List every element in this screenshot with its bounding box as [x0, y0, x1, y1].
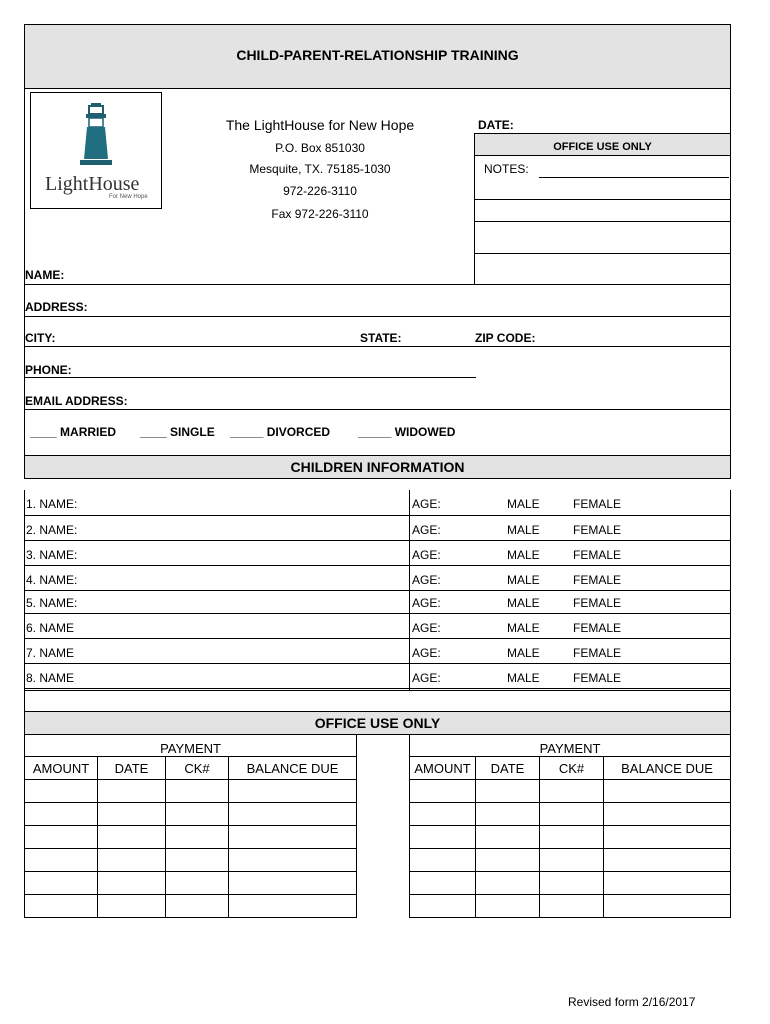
child-age-label: AGE: [412, 548, 441, 562]
child-row-line[interactable] [24, 590, 731, 591]
payment-cell[interactable] [98, 849, 166, 872]
child-age-label: AGE: [412, 573, 441, 587]
payment-row [25, 872, 357, 895]
name-label: NAME: [25, 268, 65, 282]
col-date-left: DATE [98, 757, 166, 780]
payment-cell[interactable] [229, 872, 357, 895]
payment-cell[interactable] [410, 895, 476, 918]
marital-divorced[interactable]: _____ DIVORCED [230, 425, 331, 439]
payment-cell[interactable] [229, 780, 357, 803]
org-phone: 972-226-3110 [283, 184, 357, 198]
payment-cell[interactable] [229, 826, 357, 849]
payment-row [25, 849, 357, 872]
name-field[interactable] [24, 284, 731, 285]
col-amount-left: AMOUNT [25, 757, 98, 780]
child-name-label: 6. NAME [26, 621, 75, 635]
child-row-line[interactable] [24, 565, 731, 566]
child-row-line[interactable] [24, 540, 731, 541]
child-name-label: 7. NAME [26, 646, 75, 660]
email-label: EMAIL ADDRESS: [25, 394, 128, 408]
payment-cell[interactable] [604, 803, 731, 826]
col-ck-left: CK# [166, 757, 229, 780]
col-balance-right: BALANCE DUE [604, 757, 731, 780]
child-female-option[interactable]: FEMALE [573, 646, 622, 660]
logo-tagline: For New Hope [109, 194, 148, 200]
child-age-label: AGE: [412, 671, 441, 685]
payment-cell[interactable] [25, 872, 98, 895]
payment-cell[interactable] [410, 849, 476, 872]
child-row-line[interactable] [24, 688, 731, 689]
payment-cell[interactable] [604, 849, 731, 872]
payment-cell[interactable] [604, 872, 731, 895]
payment-row [25, 826, 357, 849]
child-female-option[interactable]: FEMALE [573, 497, 622, 511]
payment-cell[interactable] [229, 803, 357, 826]
payment-table-left [24, 734, 357, 918]
children-blank-row [24, 690, 731, 711]
payment-title-right: PAYMENT [410, 734, 731, 757]
child-female-option[interactable]: FEMALE [573, 573, 622, 587]
payment-cell[interactable] [25, 803, 98, 826]
address-field[interactable] [24, 316, 731, 317]
child-female-option[interactable]: FEMALE [573, 523, 622, 537]
payment-cell[interactable] [25, 780, 98, 803]
payment-cell[interactable] [25, 849, 98, 872]
email-field[interactable] [24, 409, 731, 410]
child-age-label: AGE: [412, 646, 441, 660]
form-border-right [730, 88, 731, 455]
payment-cell[interactable] [410, 803, 476, 826]
child-male-option[interactable]: MALE [507, 671, 540, 685]
payment-cell[interactable] [25, 895, 98, 918]
col-ck-right: CK# [540, 757, 604, 780]
state-label: STATE: [360, 331, 402, 345]
notes-line-2[interactable] [475, 199, 730, 200]
payment-row [410, 803, 731, 826]
child-name-label: 3. NAME: [26, 548, 78, 562]
payment-cell[interactable] [166, 849, 229, 872]
payment-cell[interactable] [540, 895, 604, 918]
payment-cell[interactable] [540, 826, 604, 849]
child-age-label: AGE: [412, 621, 441, 635]
children-header: CHILDREN INFORMATION [290, 459, 465, 475]
payment-cell[interactable] [476, 872, 540, 895]
payment-cell[interactable] [166, 780, 229, 803]
payment-cell[interactable] [98, 826, 166, 849]
payment-row [25, 780, 357, 803]
child-row-line[interactable] [24, 515, 731, 516]
phone-label: PHONE: [25, 363, 72, 377]
child-male-option[interactable]: MALE [507, 596, 540, 610]
payment-row [25, 895, 357, 918]
payment-cell[interactable] [98, 895, 166, 918]
notes-label: NOTES: [484, 162, 529, 176]
payment-cell[interactable] [476, 826, 540, 849]
child-name-label: 4. NAME: [26, 573, 78, 587]
date-label: DATE: [478, 118, 514, 132]
child-name-label: 8. NAME [26, 671, 75, 685]
child-name-label: 2. NAME: [26, 523, 78, 537]
payment-cell[interactable] [98, 780, 166, 803]
payment-table-right [409, 734, 731, 918]
logo-wordmark: LightHouse [45, 173, 140, 195]
payment-row [410, 872, 731, 895]
payment-cell[interactable] [540, 849, 604, 872]
payment-cell[interactable] [476, 803, 540, 826]
city-label: CITY: [25, 331, 56, 345]
child-female-option[interactable]: FEMALE [573, 548, 622, 562]
payment-cell[interactable] [166, 803, 229, 826]
payment-cell[interactable] [229, 895, 357, 918]
child-female-option[interactable]: FEMALE [573, 671, 622, 685]
payment-row [410, 780, 731, 803]
payment-cell[interactable] [604, 780, 731, 803]
notes-line-1[interactable] [539, 177, 729, 178]
payment-cell[interactable] [166, 895, 229, 918]
child-age-label: AGE: [412, 523, 441, 537]
child-female-option[interactable]: FEMALE [573, 596, 622, 610]
org-po-box: P.O. Box 851030 [275, 141, 365, 155]
phone-field[interactable] [24, 377, 476, 378]
payment-cell[interactable] [98, 872, 166, 895]
payment-cell[interactable] [476, 780, 540, 803]
payment-row [25, 803, 357, 826]
payment-cell[interactable] [604, 826, 731, 849]
child-female-option[interactable]: FEMALE [573, 621, 622, 635]
child-male-option[interactable]: MALE [507, 621, 540, 635]
address-label: ADDRESS: [25, 300, 88, 314]
payment-cell[interactable] [229, 849, 357, 872]
office-use-header: OFFICE USE ONLY [553, 141, 652, 153]
child-name-label: 1. NAME: [26, 497, 78, 511]
child-row-line[interactable] [24, 663, 731, 664]
child-name-label: 5. NAME: [26, 596, 78, 610]
payment-cell[interactable] [604, 895, 731, 918]
col-date-right: DATE [476, 757, 540, 780]
payment-cell[interactable] [25, 826, 98, 849]
child-row-line[interactable] [24, 613, 731, 614]
org-city-line: Mesquite, TX. 75185-1030 [249, 162, 391, 176]
payment-row [410, 849, 731, 872]
marital-single[interactable]: ____ SINGLE [140, 425, 215, 439]
payment-row [410, 895, 731, 918]
notes-line-3[interactable] [475, 221, 730, 222]
payment-cell[interactable] [410, 780, 476, 803]
payment-cell[interactable] [98, 803, 166, 826]
payment-cell[interactable] [540, 803, 604, 826]
logo-box [30, 92, 162, 209]
child-age-label: AGE: [412, 497, 441, 511]
city-state-zip-field[interactable] [24, 346, 731, 347]
payment-cell[interactable] [476, 895, 540, 918]
child-row-line[interactable] [24, 638, 731, 639]
notes-line-4[interactable] [475, 253, 730, 254]
child-male-option[interactable]: MALE [507, 523, 540, 537]
payment-cell[interactable] [540, 780, 604, 803]
payment-title-left: PAYMENT [25, 734, 357, 757]
marital-married[interactable]: ____ MARRIED [30, 425, 117, 439]
col-balance-left: BALANCE DUE [229, 757, 357, 780]
zip-label: ZIP CODE: [475, 331, 536, 345]
payment-row [410, 826, 731, 849]
payment-cell[interactable] [410, 872, 476, 895]
payment-cell[interactable] [476, 849, 540, 872]
col-amount-right: AMOUNT [410, 757, 476, 780]
form-title: CHILD-PARENT-RELATIONSHIP TRAINING [236, 47, 519, 63]
child-male-option[interactable]: MALE [507, 548, 540, 562]
payment-cell[interactable] [166, 872, 229, 895]
lighthouse-icon [31, 97, 161, 177]
child-male-option[interactable]: MALE [507, 497, 540, 511]
payment-cell[interactable] [410, 826, 476, 849]
office-header: OFFICE USE ONLY [314, 715, 441, 731]
date-field[interactable] [520, 116, 725, 132]
org-name: The LightHouse for New Hope [225, 117, 415, 133]
child-age-label: AGE: [412, 596, 441, 610]
payment-cell[interactable] [540, 872, 604, 895]
child-male-option[interactable]: MALE [507, 573, 540, 587]
marital-widowed[interactable]: _____ WIDOWED [358, 425, 456, 439]
payment-cell[interactable] [166, 826, 229, 849]
org-fax: Fax 972-226-3110 [271, 207, 369, 221]
revised-date: Revised form 2/16/2017 [568, 995, 696, 1009]
child-male-option[interactable]: MALE [507, 646, 540, 660]
